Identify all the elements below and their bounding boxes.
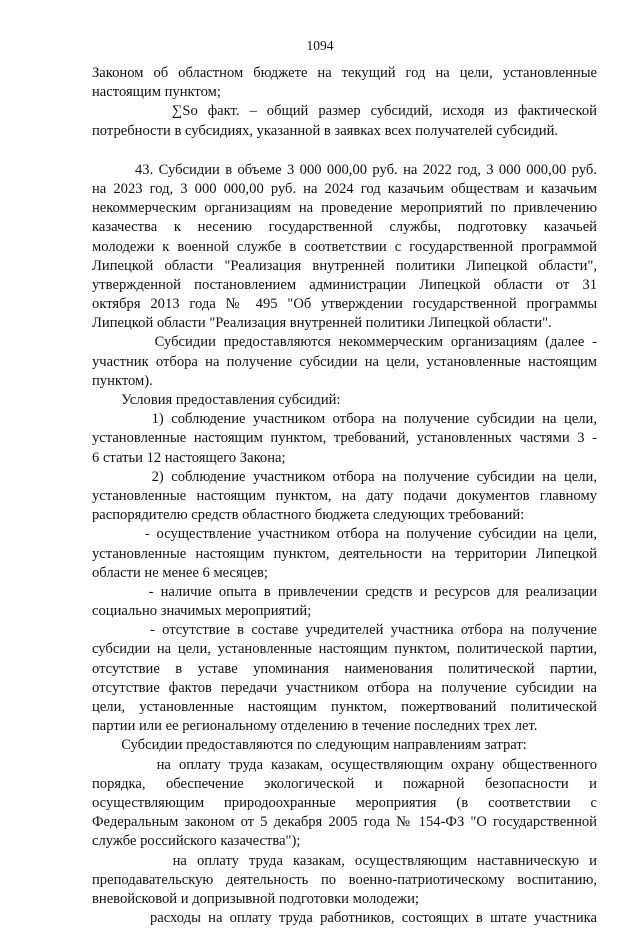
text-line: 1) соблюдение участником отбора на получение субсидии на цели, [92,411,597,428]
text-line: установленные настоящим пунктом, на дату подачи документов главному [92,487,597,504]
text-line: порядка, обеспечение экологической и пожарной безопасности и [92,775,597,792]
text-line: отсутствие в уставе упоминания наименования политической партии, [92,660,597,677]
text-line: области не менее 6 месяцев; [92,564,268,581]
text-line: Субсидии предоставляются некоммерческим организациям (далее - [92,334,597,351]
text-line: службе российского казачества"); [92,833,301,850]
text-line: Федеральным законом от 5 декабря 2005 года № 154-ФЗ "О государственной [92,814,597,831]
text-line: субсидии на цели, установленные настоящим пунктом, политической партии, [92,641,597,658]
text-line: отсутствие фактов передачи участником отбора на получение субсидии на [92,679,597,696]
text-line: цели, установленные настоящим пунктом, пожертвований политической [92,699,597,715]
text-line: распорядителю средств областного бюджета следующих требований: [92,507,525,524]
text-line: казачества к несению государственной службы, подготовку казачьей [92,219,597,236]
text-line: социально значимых мероприятий; [92,603,312,620]
text-line: на оплату труда казакам, осуществляющим охрану общественного [92,756,597,773]
text-line: Липецкой области "Реализация внутренней политики Липецкой области". [92,315,552,332]
page-number: 1094 [306,38,334,53]
text-line: - наличие опыта в привлечении средств и ресурсов для реализации [92,583,597,600]
text-line: Условия предоставления субсидий: [92,392,341,408]
text-line: потребности в субсидиях, указанной в заявках всех получателей субсидий. [92,122,559,139]
text-line: Законом об областном бюджете на текущий год на цели, установленные [92,65,597,81]
text-line: расходы на оплату труда работников, состоящих в штате участника [92,910,597,927]
text-line: партии или ее региональному отделению в течение последних трех лет. [92,718,538,735]
text-line: Субсидии предоставляются по следующим направлениям затрат: [92,737,527,754]
text-line: настоящим пунктом; [92,84,221,101]
text-line: октября 2013 года № 495 "Об утверждении государственной программы [92,296,597,313]
text-line: ∑So факт. – общий размер субсидий, исходя из фактической [92,103,597,120]
text-line: установленные настоящим пунктом, деятельности на территории Липецкой [92,545,597,562]
text-line: участник отбора на получение субсидии на цели, установленные настоящим [92,353,597,370]
text-line: 6 статьи 12 настоящего Закона; [92,449,286,466]
text-line: - осуществление участником отбора на получение субсидии на цели, [92,526,597,543]
text-line: - отсутствие в составе учредителей участника отбора на получение [92,622,597,639]
text-line: на оплату труда казакам, осуществляющим наставническую и [92,852,597,869]
text-line: утвержденной постановлением администрации Липецкой области от 31 [92,276,597,293]
document-body [92,64,597,928]
text-line: 2) соблюдение участником отбора на получение субсидии на цели, [92,468,597,485]
paragraph-gap [92,141,597,161]
text-line: вневойсковой и допризывной подготовки молодежи; [92,890,419,907]
text-line: на 2023 год, 3 000 000,00 руб. на 2024 год казачьим обществам и казачьим [92,180,597,197]
text-line: 43. Субсидии в объеме 3 000 000,00 руб. на 2022 год, 3 000 000,00 руб. [92,161,597,178]
text-line: пунктом). [92,372,153,389]
text-line: осуществляющим природоохранные мероприятия (в соответствии с [92,794,597,811]
text-line: молодежи к военной службе в соответствии с государственной программой [92,238,597,255]
text-line: установленные настоящим пунктом, требований, установленных частями 3 - [92,430,597,447]
text-line: Липецкой области "Реализация внутренней политики Липецкой области", [92,257,597,274]
text-line: некоммерческим организациям на проведение мероприятий по привлечению [92,200,597,217]
text-line: преподавательскую деятельность по военно-патриотическому воспитанию, [92,871,597,888]
